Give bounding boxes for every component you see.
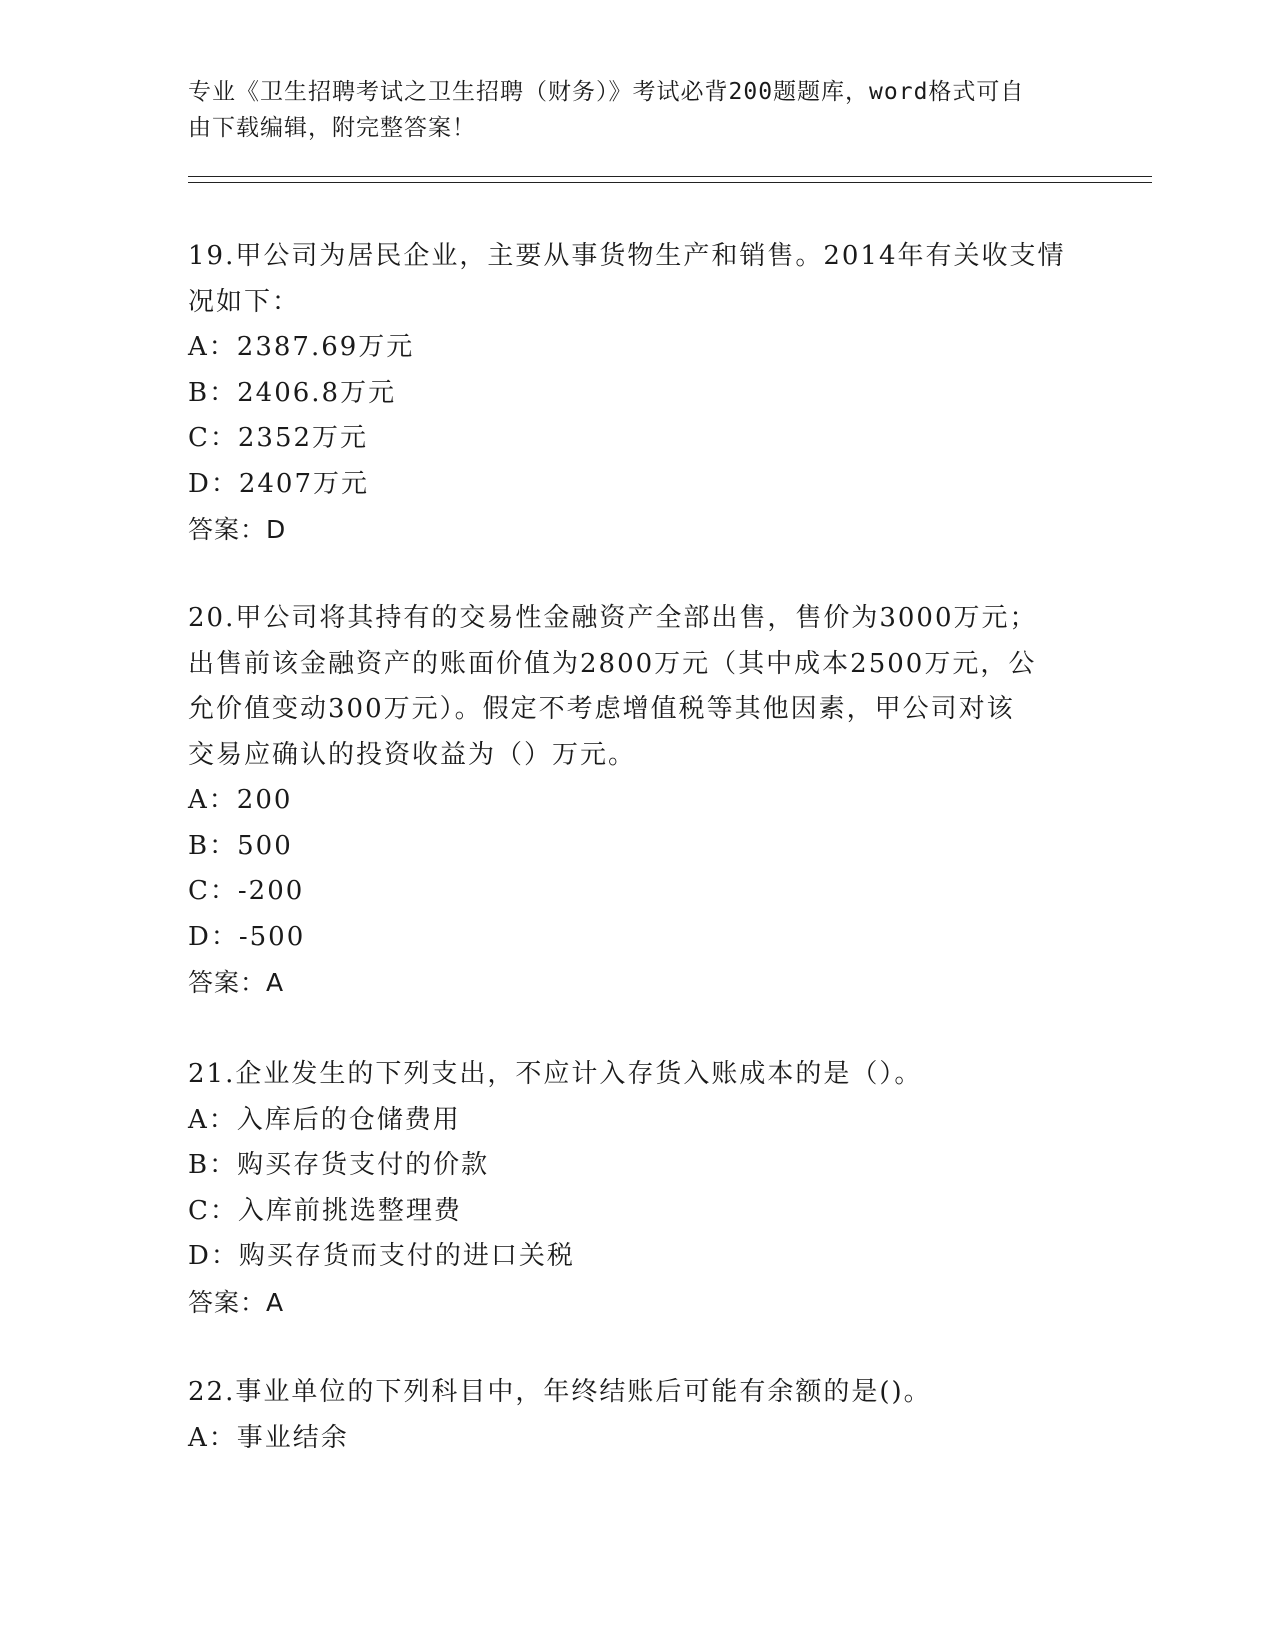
answer-line: 答案：A: [188, 968, 285, 997]
question-stem-line: 出售前该金融资产的账面价值为2800万元（其中成本2500万元，公: [188, 648, 1037, 679]
option-b: B：500: [188, 830, 293, 861]
question-22: [188, 1370, 1078, 1461]
option-c: C：入库前挑选整理费: [188, 1195, 462, 1226]
option-a: A：2387.69万元: [188, 332, 415, 362]
option-d: D：购买存货而支付的进口关税: [188, 1241, 575, 1271]
question-stem-line: 19.甲公司为居民企业，主要从事货物生产和销售。2014年有关收支情: [188, 241, 1066, 271]
header-line-2: 由下载编辑，附完整答案！: [188, 115, 476, 141]
question-stem-line: 21.企业发生的下列支出，不应计入存货入账成本的是（）。: [188, 1059, 923, 1089]
question-stem-line: 22.事业单位的下列科目中，年终结账后可能有余额的是()。: [188, 1377, 932, 1407]
question-20: [188, 596, 1078, 1006]
header-divider-bottom: [188, 182, 1152, 183]
option-c: C：-200: [188, 876, 305, 906]
option-a: A：200: [188, 785, 293, 815]
option-c: C：2352万元: [188, 423, 369, 453]
question-stem-line: 交易应确认的投资收益为（）万元。: [188, 739, 637, 770]
answer-line: 答案：A: [188, 1287, 285, 1317]
option-a: A：事业结余: [188, 1422, 349, 1453]
option-d: D：-500: [188, 921, 306, 952]
option-b: B：2406.8万元: [188, 377, 397, 408]
header-divider-top: [188, 176, 1152, 177]
question-stem-line: 况如下：: [188, 286, 301, 317]
question-stem-line: 允价值变动300万元）。假定不考虑增值税等其他因素，甲公司对该: [188, 694, 1015, 724]
header-line-1: 专业《卫生招聘考试之卫生招聘（财务）》考试必背200题题库，word格式可自: [188, 79, 1025, 105]
document-header: [188, 74, 1068, 146]
option-d: D：2407万元: [188, 468, 370, 499]
question-21: [188, 1052, 1078, 1325]
question-19: [188, 234, 1078, 553]
question-stem-line: 20.甲公司将其持有的交易性金融资产全部出售，售价为3000万元；: [188, 603, 1038, 633]
option-a: A：入库后的仓储费用: [188, 1104, 461, 1135]
option-b: B：购买存货支付的价款: [188, 1150, 490, 1180]
answer-line: 答案：D: [188, 515, 287, 544]
